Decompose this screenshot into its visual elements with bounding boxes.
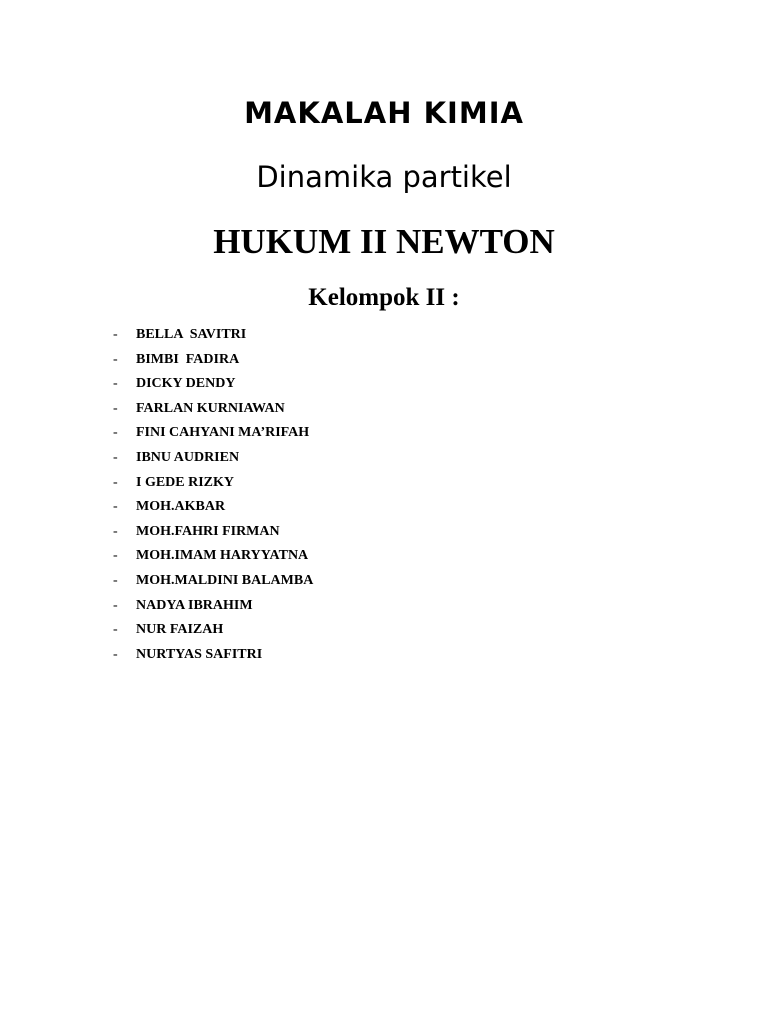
list-bullet: - [113, 327, 118, 342]
member-name: BIMBI FADIRA [136, 351, 240, 367]
member-name: BELLA SAVITRI [136, 327, 247, 342]
list-item [0, 620, 768, 645]
member-name: FARLAN KURNIAWAN [136, 400, 285, 416]
list-item [0, 522, 768, 547]
list-bullet: - [113, 474, 118, 490]
member-name: NURTYAS SAFITRI [136, 646, 263, 662]
list-bullet: - [113, 425, 118, 441]
list-item [0, 350, 768, 375]
list-item [0, 497, 768, 522]
member-name: MOH.IMAM HARYYATNA [136, 548, 309, 564]
document-topic: HUKUM II NEWTON [213, 222, 555, 261]
member-list [0, 325, 768, 669]
list-item [0, 423, 768, 448]
list-bullet: - [113, 523, 118, 539]
list-item [0, 645, 768, 670]
list-bullet: - [113, 376, 118, 392]
list-item [0, 399, 768, 424]
list-bullet: - [113, 548, 118, 564]
list-bullet: - [113, 449, 118, 465]
member-name: IBNU AUDRIEN [136, 449, 240, 465]
list-bullet: - [113, 351, 118, 367]
list-bullet: - [113, 597, 118, 613]
member-name: MOH.FAHRI FIRMAN [136, 523, 280, 539]
member-name: NADYA IBRAHIM [136, 597, 253, 613]
member-name: NUR FAIZAH [136, 622, 224, 638]
list-item [0, 596, 768, 621]
list-item [0, 374, 768, 399]
member-name: I GEDE RIZKY [136, 474, 235, 490]
member-name: FINI CAHYANI MA’RIFAH [136, 425, 310, 441]
document-title: MAKALAH KIMIA [244, 96, 524, 130]
list-item [0, 325, 768, 350]
document-subtitle: Dinamika partikel [256, 160, 512, 194]
list-bullet: - [113, 400, 118, 416]
member-name: MOH.AKBAR [136, 499, 226, 515]
list-item [0, 546, 768, 571]
list-item [0, 448, 768, 473]
member-name: MOH.MALDINI BALAMBA [136, 572, 314, 588]
list-bullet: - [113, 646, 118, 662]
list-item [0, 473, 768, 498]
list-bullet: - [113, 622, 118, 638]
group-heading: Kelompok II : [308, 284, 460, 311]
member-name: DICKY DENDY [136, 376, 236, 392]
list-item [0, 571, 768, 596]
list-bullet: - [113, 499, 118, 515]
list-bullet: - [113, 572, 118, 588]
